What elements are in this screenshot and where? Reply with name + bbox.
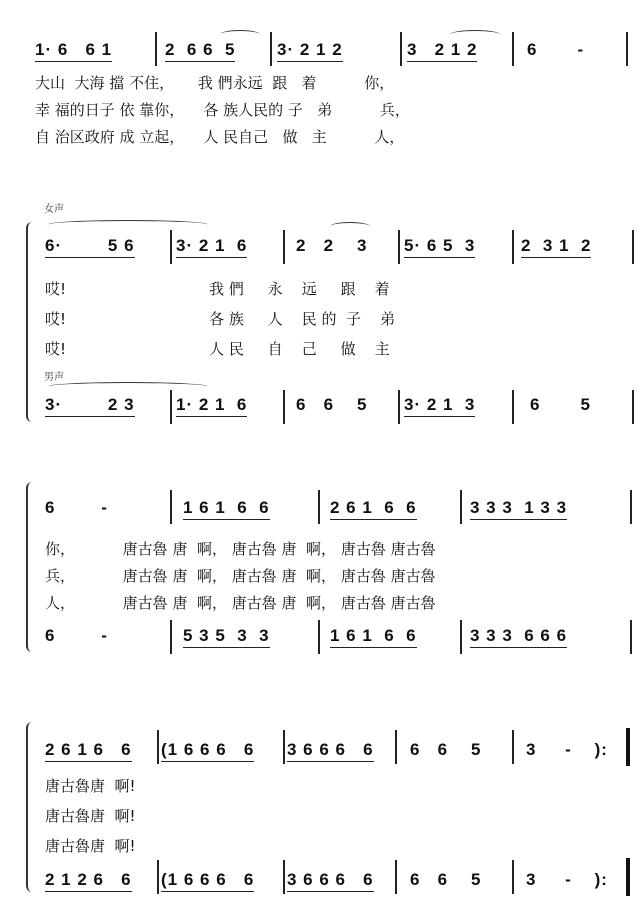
- barline: [400, 32, 402, 66]
- barline: [157, 730, 159, 764]
- barline: [460, 620, 462, 654]
- measure: 3· 2 1 6: [176, 236, 247, 258]
- measure: (1 6 6 6 6: [161, 870, 254, 892]
- barline: [512, 32, 514, 66]
- brace: [26, 482, 36, 652]
- barline: [157, 860, 159, 894]
- barline: [398, 390, 400, 424]
- barline: [395, 860, 397, 894]
- brace: [26, 722, 36, 892]
- barline: [630, 620, 632, 654]
- repeat-end-barline: [626, 858, 630, 896]
- barline: [512, 730, 514, 764]
- measure: 6 6 5: [410, 740, 482, 759]
- barline: [512, 230, 514, 264]
- slur: [48, 220, 208, 229]
- measure: 3 2 1 2: [407, 40, 477, 62]
- measure: 3 - ):: [526, 870, 608, 889]
- slur: [450, 30, 500, 39]
- barline: [270, 32, 272, 66]
- lyric-line: 你， 唐古魯 唐 啊， 唐古魯 唐 啊， 唐古魯 唐古魯: [45, 540, 436, 558]
- measure: 6 5: [530, 395, 591, 414]
- measure: 3 6 6 6 6: [287, 870, 374, 892]
- lyric-line: 哎! 人 民 自 己 做 主: [45, 340, 390, 358]
- measure: 1· 2 1 6: [176, 395, 247, 417]
- measure: 2 3 1 2: [521, 236, 591, 258]
- barline: [632, 390, 634, 424]
- barline: [630, 490, 632, 524]
- barline: [318, 620, 320, 654]
- lyric-line: 幸 福的日子 依 靠你， 各 族人民的 子 弟 兵，: [35, 101, 410, 119]
- measure: 3 3 3 6 6 6: [470, 626, 567, 648]
- measure: 6 6 5: [410, 870, 482, 889]
- measure: 2 1 2 6 6: [45, 870, 132, 892]
- measure: 2 6 1 6 6: [45, 740, 132, 762]
- barline: [512, 390, 514, 424]
- measure: 3· 2 1 3: [404, 395, 475, 417]
- barline: [170, 390, 172, 424]
- barline: [283, 230, 285, 264]
- barline: [626, 32, 628, 66]
- brace: [26, 222, 36, 422]
- barline: [460, 490, 462, 524]
- barline: [170, 620, 172, 654]
- lyric-line: 哎! 各 族 人 民 的 子 弟: [45, 310, 396, 328]
- lyric-line: 哎! 我 們 永 远 跟 着: [45, 280, 390, 298]
- measure: 3· 2 1 2: [277, 40, 343, 62]
- barline: [398, 230, 400, 264]
- measure: 5 3 5 3 3: [183, 626, 270, 648]
- male-voice-label: 男声: [44, 372, 64, 383]
- female-voice-label: 女声: [44, 204, 64, 215]
- measure: 6 6 5: [296, 395, 368, 414]
- lyric-line: 人， 唐古魯 唐 啊， 唐古魯 唐 啊， 唐古魯 唐古魯: [45, 594, 436, 612]
- lyric-line: 自 治区政府 成 立起， 人 民自己 做 主 人，: [35, 128, 405, 146]
- lyric-line: 唐古魯唐 啊!: [45, 777, 136, 795]
- slur: [330, 222, 370, 231]
- measure: 6· 5 6: [45, 236, 135, 258]
- barline: [318, 490, 320, 524]
- measure: 6 -: [45, 626, 108, 645]
- measure: 3 6 6 6 6: [287, 740, 374, 762]
- slur: [220, 30, 260, 39]
- measure: 6 -: [527, 40, 585, 59]
- measure: 1 6 1 6 6: [183, 498, 270, 520]
- barline: [170, 490, 172, 524]
- measure: 3· 2 3: [45, 395, 135, 417]
- barline: [170, 230, 172, 264]
- lyric-line: 唐古魯唐 啊!: [45, 807, 136, 825]
- measure: 2 6 6 5: [165, 40, 235, 62]
- measure: (1 6 6 6 6: [161, 740, 254, 762]
- barline: [283, 390, 285, 424]
- measure: 1 6 1 6 6: [330, 626, 417, 648]
- barline: [283, 730, 285, 764]
- lyric-line: 唐古魯唐 啊!: [45, 837, 136, 855]
- repeat-end-barline: [626, 728, 630, 766]
- measure: 3 3 3 1 3 3: [470, 498, 567, 520]
- measure: 2 2 3: [296, 236, 368, 255]
- barline: [512, 860, 514, 894]
- measure: 1· 6 6 1: [35, 40, 112, 62]
- measure: 3 - ):: [526, 740, 608, 759]
- lyric-line: 大山 大海 擋 不住， 我 們永远 跟 着 你，: [35, 74, 395, 92]
- barline: [395, 730, 397, 764]
- measure: 6 -: [45, 498, 108, 517]
- barline: [632, 230, 634, 264]
- lyric-line: 兵， 唐古魯 唐 啊， 唐古魯 唐 啊， 唐古魯 唐古魯: [45, 567, 436, 585]
- barline: [155, 32, 157, 66]
- measure: 5· 6 5 3: [404, 236, 475, 258]
- barline: [283, 860, 285, 894]
- measure: 2 6 1 6 6: [330, 498, 417, 520]
- slur: [48, 382, 208, 391]
